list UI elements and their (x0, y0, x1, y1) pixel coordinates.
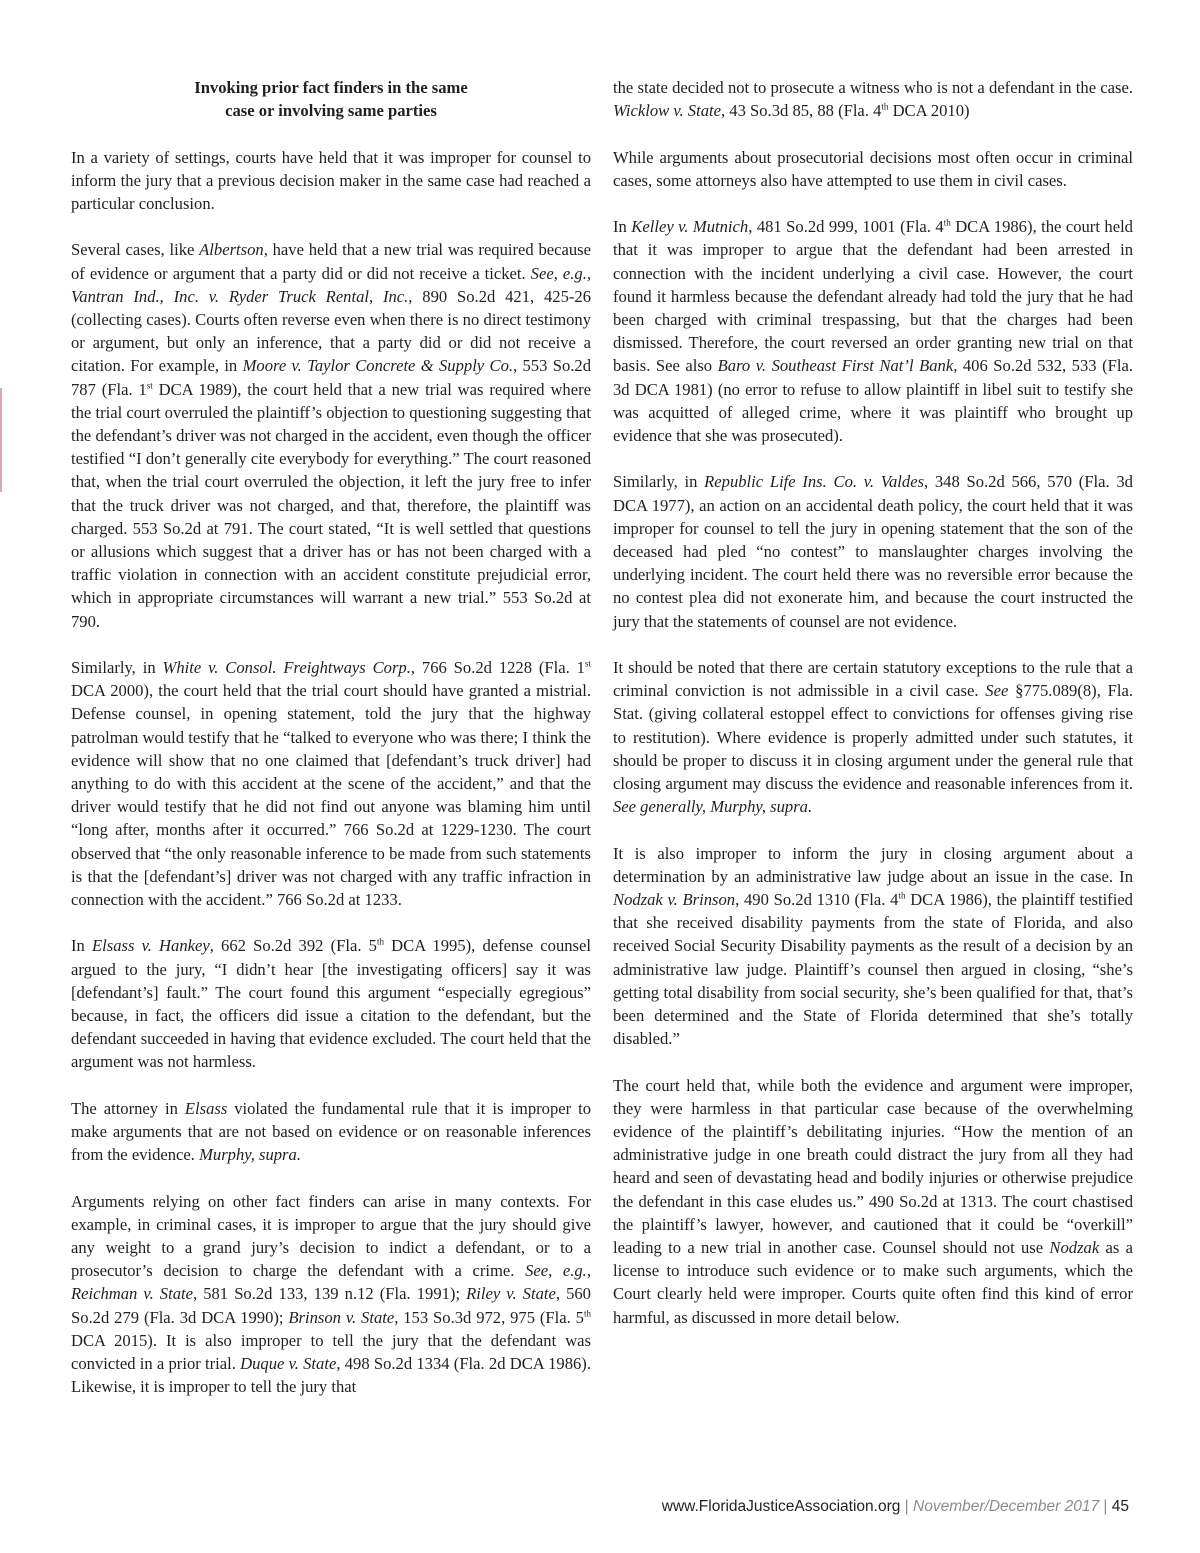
left-column (71, 76, 591, 1422)
left-paragraph-2: Several cases, like Albertson, have held that a new trial was required because of evidence or argument that a party did or did not receive a ticket. See, e.g., Vantran Ind., Inc. v. Ryder Truck Rental, Inc., 890 So.2d 421, 425-26 (collecting cases). Courts often reverse even when there is no direct testimony or argument, but only an inference, that a party did or did not receive a citation. For example, in Moore v. Taylor Concrete & Supply Co., 553 So.2d 787 (Fla. 1st DCA 1989), the court held that a new trial was required where the trial court overruled the plaintiff’s objection to questioning suggesting that the defendant’s driver was not charged in the accident, even though the officer testified “I don’t generally cite everybody for everything.” The court reasoned that, when the trial court overruled the objection, it left the jury free to infer that the truck driver was not charged, and that, therefore, the plaintiff was charged. 553 So.2d at 791. The court stated, “It is well settled that questions or allusions which suggest that a driver has or has not been charged with a traffic violation in connection with an accident constitute prejudicial error, which in appropriate circumstances will warrant a new trial.” 553 So.2d at 790. (71, 240, 592, 631)
left-paragraph-3: Similarly, in White v. Consol. Freightways Corp., 766 So.2d 1228 (Fla. 1st DCA 2000), the court held that the trial court should have granted a mistrial. Defense counsel, in opening statement, told the jury that the highway patrolman would testify that he “talked to everyone who was there; I think the evidence will show that no one claimed that [defendant’s truck driver] had anything to do with this accident at the scene of the accident,” and that the driver would testify that he did not find out anyone was blaming him until “long after, months after it occurred.” 766 So.2d at 1229-1230. The court observed that “the only reasonable inference to be made from such statements is that the [defendant’s] driver was not charged with any traffic infraction in connection with the accident.” 766 So.2d at 1233. (71, 658, 591, 910)
left-paragraph-5: The attorney in Elsass violated the fundamental rule that it is improper to make arguments that are not based on evidence or on reasonable inferences from the evidence. Murphy, supra. (71, 1098, 591, 1165)
right-paragraph-5: It should be noted that there are certain statutory exceptions to the rule that a criminal conviction is not admissible in a civil case. See §775.089(8), Fla. Stat. (giving collateral estoppel effect to convictions for offenses giving rise to restitution). Where evidence is properly admitted under such statutes, it should be proper to discuss it in closing argument under the general rule that closing argument may discuss the evidence and reasonable inferences from it. See generally, Murphy, supra. (613, 658, 1133, 817)
section-heading (71, 76, 591, 122)
right-paragraph-2: While arguments about prosecutorial decisions most often occur in criminal cases, some attorneys also have attempted to use them in civil cases. (613, 147, 1133, 190)
right-paragraph-7: The court held that, while both the evidence and argument were improper, they were harmless in that particular case because of the overwhelming evidence of the plaintiff’s debilitating injuries. “How the mention of an administrative judge in one breath could distract the jury from all they had heard and seen of devastating head and bodily injuries or otherwise prejudice the defendant in this case eludes us.” 490 So.2d at 1313. The court chastised the plaintiff’s lawyer, however, and cautioned that it could be “overkill” leading to a new trial in another case. Counsel should not use Nodzak as a license to introduce such evidence or to make such arguments, which the Court clearly held were improper. Courts quite often find this kind of error harmful, as discussed in more detail below. (613, 1075, 1133, 1327)
footer-separator: | (900, 1498, 914, 1515)
left-paragraph-6: Arguments relying on other fact finders can arise in many contexts. For example, in criminal cases, it is improper to argue that the jury should give any weight to a grand jury’s decision to indict a defendant, or to a prosecutor’s decision to charge the defendant with a crime. See, e.g., Reichman v. State, 581 So.2d 133, 139 n.12 (Fla. 1991); Riley v. State, 560 So.2d 279 (Fla. 3d DCA 1990); Brinson v. State, 153 So.3d 972, 975 (Fla. 5th DCA 2015). It is also improper to tell the jury that the defendant was convicted in a prior trial. Duque v. State, 498 So.2d 1334 (Fla. 2d DCA 1986). Likewise, it is improper to tell the jury that (71, 1191, 591, 1397)
right-paragraph-4: Similarly, in Republic Life Ins. Co. v. Valdes, 348 So.2d 566, 570 (Fla. 3d DCA 1977), an action on an accidental death policy, the court held that it was improper for counsel to tell the jury in opening statement that the son of the deceased had pled “no contest” to manslaughter charges involving the underlying incident. The court held there was no reversible error because the no contest plea did not exonerate him, and because the court instructed the jury that the statements of counsel are not evidence. (613, 472, 1133, 631)
left-paragraph-4: In Elsass v. Hankey, 662 So.2d 392 (Fla. 5th DCA 1995), defense counsel argued to the jury, “I didn’t hear [the investigating officers] say it was [defendant’s] fault.” The court found this argument “especially egregious” because, in fact, the officers did issue a citation to the defendant, but the defendant succeeded in having that evidence excluded. The court held that the argument was not harmless. (71, 936, 591, 1072)
left-paragraph-1: In a variety of settings, courts have held that it was improper for counsel to inform the jury that a previous decision maker in the same case had reached a particular conclusion. (71, 147, 591, 213)
right-paragraph-3: In Kelley v. Mutnich, 481 So.2d 999, 1001 (Fla. 4th DCA 1986), the court held that it was improper to argue that the defendant had been arrested in connection with the incident underlying a civil case. However, the court found it harmless because the defendant already had told the jury that he had been charged with criminal trespassing, but that the charges had been dismissed. Therefore, the court reversed an order granting new trial on that basis. See also Baro v. Southeast First Nat’l Bank, 406 So.2d 532, 533 (Fla. 3d DCA 1981) (no error to refuse to allow plaintiff in libel suit to testify she was acquitted of alleged crime, where it was plaintiff who brought up evidence that she was prosecuted). (613, 217, 1133, 446)
heading-line-2: case or involving same parties (225, 101, 437, 121)
heading-line-1: Invoking prior fact finders in the same (194, 78, 468, 97)
footer-separator: | (1099, 1498, 1112, 1515)
footer-issue: November/December 2017 (913, 1498, 1100, 1515)
right-paragraph-1: the state decided not to prosecute a witness who is not a defendant in the case. Wicklow v. State, 43 So.3d 85, 88 (Fla. 4th DCA 2010) (613, 78, 1133, 121)
edge-mark (0, 388, 2, 492)
right-column (613, 76, 1133, 1352)
page-footer (662, 1498, 1129, 1516)
right-paragraph-6: It is also improper to inform the jury in closing argument about a determination by an administrative law judge about an issue in the case. In Nodzak v. Brinson, 490 So.2d 1310 (Fla. 4th DCA 1986), the plaintiff testified that she received disability payments from the state of Florida, and also received Social Security Disability payments as the result of a decision by an administrative law judge. Plaintiff’s counsel then argued in closing, “she’s getting total disability from social security, she’s been qualified for that, that’s been determined and the State of Florida determined that she’s totally disabled.” (613, 843, 1133, 1049)
footer-url[interactable]: www.FloridaJusticeAssociation.org (661, 1498, 901, 1515)
page-number: 45 (1111, 1498, 1129, 1515)
